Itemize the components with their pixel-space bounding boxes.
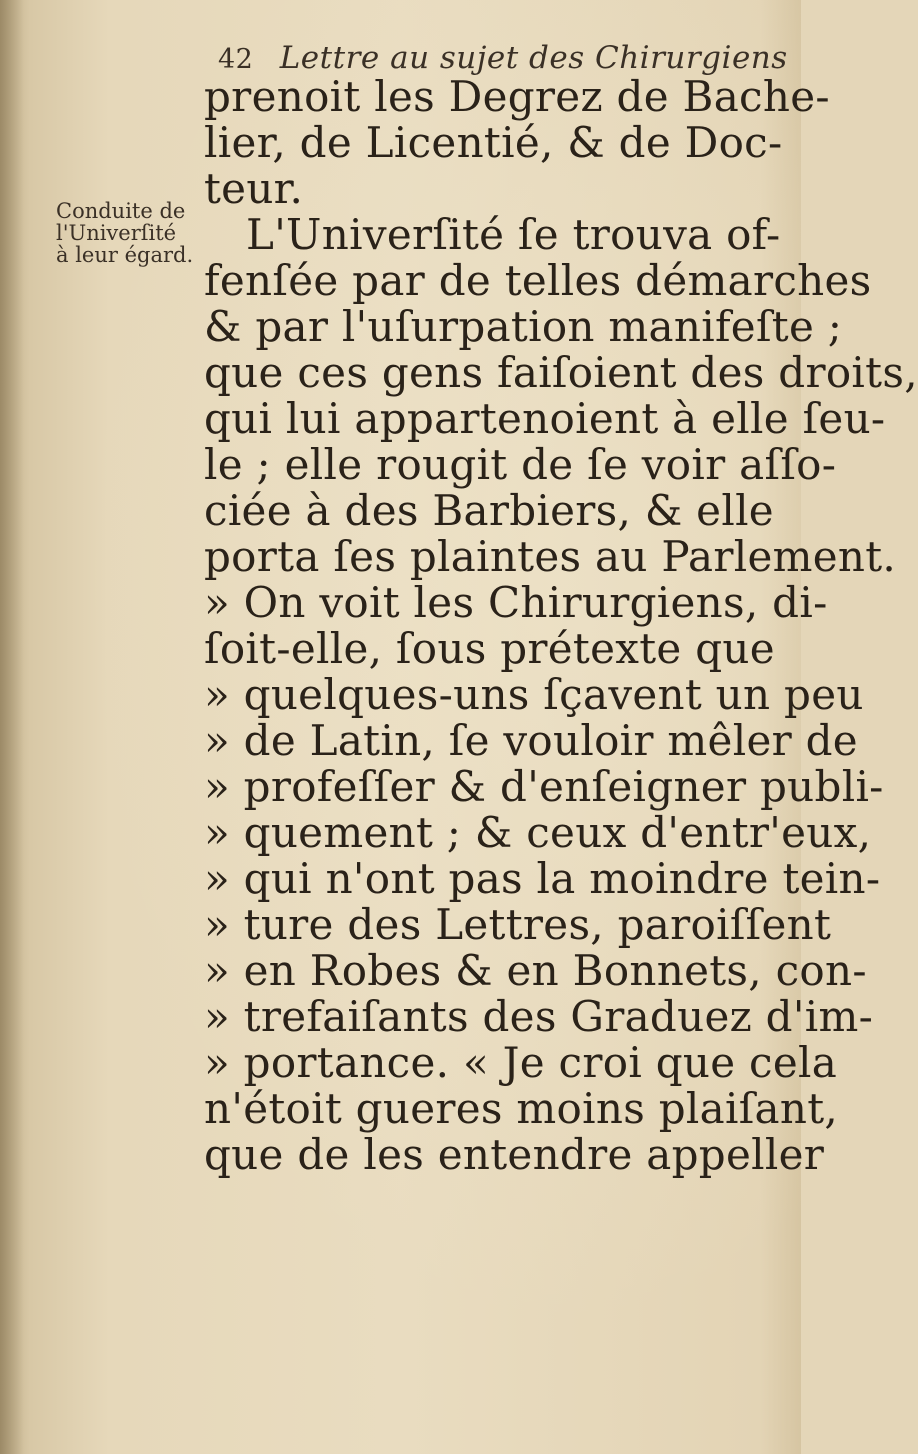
paragraph-start-line: L'Univerſité ſe trouva of- <box>246 210 781 259</box>
margin-note <box>56 200 206 266</box>
quote-line: » portance. « Je croi que cela <box>204 1038 838 1087</box>
quote-line: » quement ; & ceux d'entr'eux, <box>204 808 872 857</box>
text-line: prenoit les Degrez de Bache- <box>204 72 830 121</box>
running-title: Lettre au sujet des Chirurgiens <box>279 40 788 76</box>
binding-shadow <box>0 0 24 1454</box>
quote-line: » qui n'ont pas la moindre tein- <box>204 854 881 903</box>
text-line: porta ſes plaintes au Parlement. <box>204 532 897 581</box>
text-line: ciée à des Barbiers, & elle <box>204 486 774 535</box>
page-number: 42 <box>218 44 254 75</box>
quote-line: » trefaiſants des Graduez d'im- <box>204 992 874 1041</box>
quote-line: » ture des Lettres, paroiſſent <box>204 900 832 949</box>
text-line: n'étoit gueres moins plaiſant, <box>204 1084 839 1133</box>
quote-line: » en Robes & en Bonnets, con- <box>204 946 867 995</box>
text-line: qui lui appartenoient à elle ſeu- <box>204 394 886 443</box>
margin-note-line: Conduite de <box>56 199 186 223</box>
text-line: ſoit-elle, ſous prétexte que <box>204 624 775 673</box>
quote-line: » profeſſer & d'enſeigner publi- <box>204 762 884 811</box>
quote-line: » On voit les Chirurgiens, di- <box>204 578 828 627</box>
text-line: & par l'uſurpation manifeſte ; <box>204 302 843 351</box>
quote-line: » quelques-uns ſçavent un peu <box>204 670 864 719</box>
quote-line: » de Latin, ſe vouloir mêler de <box>204 716 858 765</box>
margin-note-line: l'Univerſité <box>56 221 177 245</box>
running-header <box>218 40 788 76</box>
text-line: fenſée par de telles démarches <box>204 256 872 305</box>
text-line: teur. <box>204 164 304 213</box>
text-line: que ces gens faiſoient des droits, <box>204 348 918 397</box>
text-line: le ; elle rougit de ſe voir aſſo- <box>204 440 837 489</box>
text-line: lier, de Licentié, & de Doc- <box>204 118 783 167</box>
body-text <box>204 72 918 1179</box>
margin-note-line: à leur égard. <box>56 243 194 267</box>
text-line: que de les entendre appeller <box>204 1130 825 1179</box>
